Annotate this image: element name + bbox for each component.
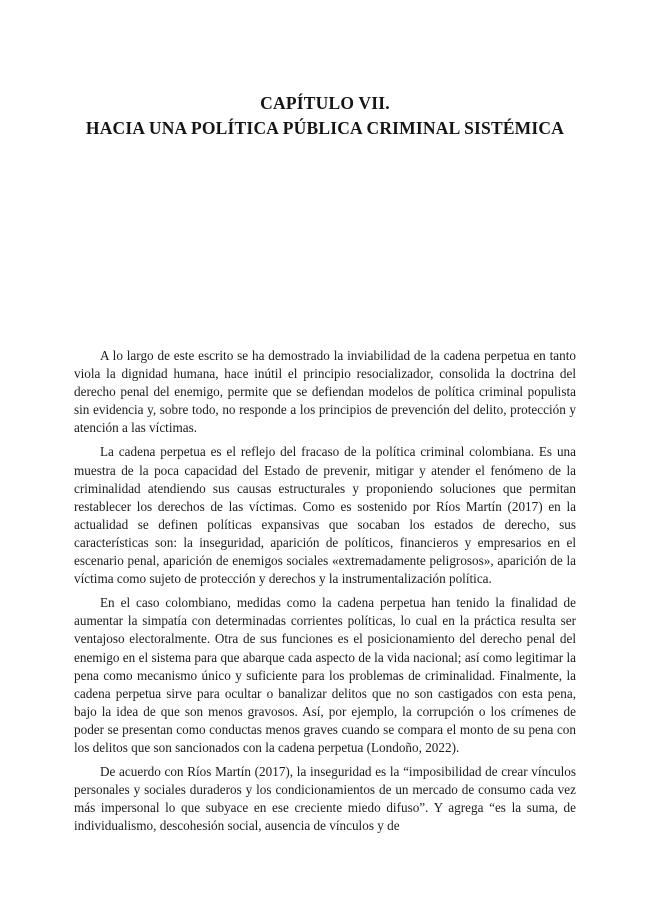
chapter-heading	[0, 91, 650, 141]
paragraph: En el caso colombiano, medidas como la cadena perpetua han tenido la finalidad de aumentar la simpatía con determinadas corrientes políticas, lo cual en la práctica resulta ser ventajoso electoralmente. Otra de sus funciones es el posicionamiento del derecho penal del enemigo en el sistema para que abarque cada aspecto de la vida nacional; así como legitimar la pena como mecanismo único y suficiente para los problemas de criminalidad. Finalmente, la cadena perpetua sirve para ocultar o banalizar delitos que no son castigados con esta pena, bajo la idea de que son menos gravosos. Así, por ejemplo, la corrupción o los crímenes de poder se presentan como conductas menos graves cuando se compara el monto de su pena con los delitos que son sancionados con la cadena perpetua (Londoño, 2022).	[74, 595, 576, 755]
chapter-number: CAPÍTULO VII.	[260, 93, 390, 113]
paragraph: La cadena perpetua es el reflejo del fracaso de la política criminal colombiana. Es una muestra de la poca capacidad del Estado de prevenir, mitigar y atender el fenómeno de la criminalidad atendiendo sus causas estructurales y proponiendo soluciones que permitan restablecer los derechos de las víctimas. Como es sostenido por Ríos Martín (2017) en la actualidad se definen políticas expansivas que socaban los estados de derecho, sus características son: la inseguridad, aparición de políticos, financieros y empresarios en el escenario penal, aparición de enemigos sociales «extremadamente peligrosos», aparición de la víctima como sujeto de protección y derechos y la instrumentalización política.	[74, 444, 576, 587]
body-text	[74, 347, 576, 841]
paragraph: A lo largo de este escrito se ha demostrado la inviabilidad de la cadena perpetua en tanto viola la dignidad humana, hace inútil el principio resocializador, consolida la doctrina del derecho penal del enemigo, permite que se defiendan modelos de política criminal populista sin evidencia y, sobre todo, no responde a los principios de prevención del delito, protección y atención a las víctimas.	[74, 348, 576, 436]
paragraph: De acuerdo con Ríos Martín (2017), la inseguridad es la “imposibilidad de crear vínculos personales y sociales duraderos y los condicionamientos de un mercado de consumo cada vez más impersonal lo que subyace en ese creciente miedo difuso”. Y agrega “es la suma, de individualismo, descohesión social, ausencia de vínculos y de	[74, 764, 576, 834]
chapter-title: HACIA UNA POLÍTICA PÚBLICA CRIMINAL SISTÉMICA	[85, 118, 565, 138]
